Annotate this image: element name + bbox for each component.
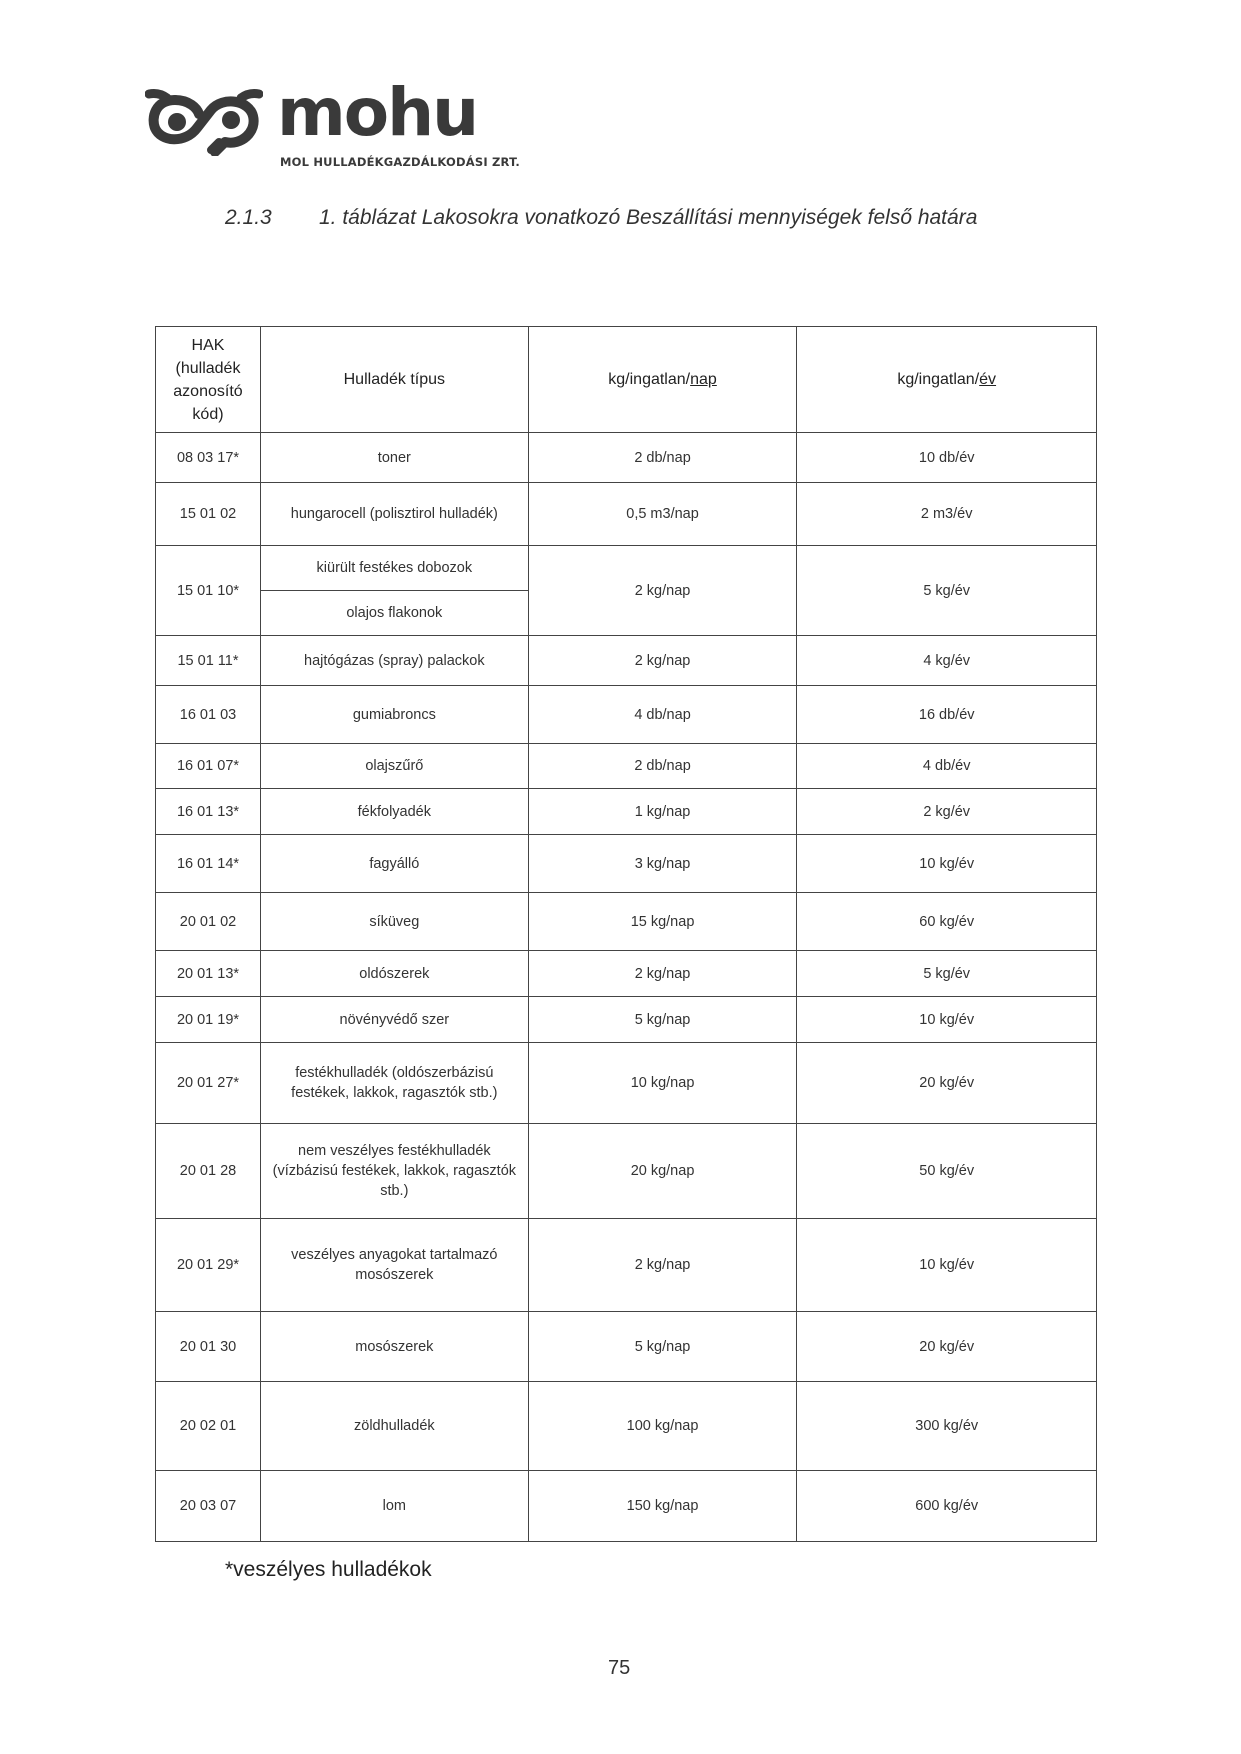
cell-day: 5 kg/nap bbox=[528, 997, 797, 1043]
section-number: 2.1.3 bbox=[225, 206, 272, 229]
cell-day: 4 db/nap bbox=[528, 686, 797, 744]
cell-code: 15 01 10* bbox=[156, 546, 261, 636]
page-number: 75 bbox=[608, 1657, 631, 1679]
cell-code: 20 01 28 bbox=[156, 1124, 261, 1219]
table-row bbox=[156, 433, 1097, 483]
cell-type: hungarocell (polisztirol hulladék) bbox=[260, 483, 528, 546]
cell-type: nem veszélyes festékhulladék (vízbázisú festékek, lakkok, ragasztók stb.) bbox=[260, 1124, 528, 1219]
table-row bbox=[156, 744, 1097, 789]
cell-day: 2 kg/nap bbox=[528, 951, 797, 997]
table-row bbox=[156, 1312, 1097, 1382]
cell-day: 10 kg/nap bbox=[528, 1043, 797, 1124]
cell-year: 5 kg/év bbox=[797, 546, 1097, 636]
cell-type: olajszűrő bbox=[260, 744, 528, 789]
cell-code: 20 01 30 bbox=[156, 1312, 261, 1382]
table-row bbox=[156, 835, 1097, 893]
cell-day: 2 kg/nap bbox=[528, 1219, 797, 1312]
cell-code: 20 01 13* bbox=[156, 951, 261, 997]
table-row bbox=[156, 789, 1097, 835]
cell-type: zöldhulladék bbox=[260, 1382, 528, 1471]
table-row bbox=[156, 636, 1097, 686]
cell-code: 15 01 02 bbox=[156, 483, 261, 546]
cell-year: 60 kg/év bbox=[797, 893, 1097, 951]
cell-day: 1 kg/nap bbox=[528, 789, 797, 835]
cell-type: fékfolyadék bbox=[260, 789, 528, 835]
cell-type: festékhulladék (oldószerbázisú festékek, lakkok, ragasztók stb.) bbox=[260, 1043, 528, 1124]
cell-type: lom bbox=[260, 1471, 528, 1542]
table-row bbox=[156, 1043, 1097, 1124]
cell-type: mosószerek bbox=[260, 1312, 528, 1382]
header-per-day: kg/ingatlan/nap bbox=[528, 327, 797, 433]
cell-year: 10 db/év bbox=[797, 433, 1097, 483]
header-type: Hulladék típus bbox=[260, 327, 528, 433]
header-per-year: kg/ingatlan/év bbox=[797, 327, 1097, 433]
cell-day: 20 kg/nap bbox=[528, 1124, 797, 1219]
split-type-cell bbox=[261, 547, 528, 635]
cell-day: 2 db/nap bbox=[528, 433, 797, 483]
cell-type: kiürült festékes dobozok bbox=[261, 547, 528, 591]
cell-code: 16 01 13* bbox=[156, 789, 261, 835]
cell-code: 20 01 02 bbox=[156, 893, 261, 951]
table-header-row bbox=[156, 327, 1097, 433]
cell-year: 300 kg/év bbox=[797, 1382, 1097, 1471]
cell-type: növényvédő szer bbox=[260, 997, 528, 1043]
cell-year: 10 kg/év bbox=[797, 835, 1097, 893]
cell-year: 50 kg/év bbox=[797, 1124, 1097, 1219]
cell-year: 5 kg/év bbox=[797, 951, 1097, 997]
cell-day: 2 db/nap bbox=[528, 744, 797, 789]
table-row bbox=[156, 546, 1097, 636]
cell-year: 4 kg/év bbox=[797, 636, 1097, 686]
table-row bbox=[156, 1471, 1097, 1542]
caption-title: 1. táblázat Lakosokra vonatkozó Beszállítási mennyiségek felső határa bbox=[319, 206, 978, 229]
cell-day: 2 kg/nap bbox=[528, 546, 797, 636]
cell-day: 100 kg/nap bbox=[528, 1382, 797, 1471]
cell-year: 2 m3/év bbox=[797, 483, 1097, 546]
cell-type: gumiabroncs bbox=[260, 686, 528, 744]
cell-code: 15 01 11* bbox=[156, 636, 261, 686]
cell-code: 20 01 29* bbox=[156, 1219, 261, 1312]
cell-year: 2 kg/év bbox=[797, 789, 1097, 835]
table-row bbox=[156, 1382, 1097, 1471]
footnote: *veszélyes hulladékok bbox=[225, 1558, 432, 1581]
table-row bbox=[156, 1124, 1097, 1219]
cell-year: 20 kg/év bbox=[797, 1043, 1097, 1124]
cell-type: oldószerek bbox=[260, 951, 528, 997]
cell-type: veszélyes anyagokat tartalmazó mosószerek bbox=[260, 1219, 528, 1312]
cell-year: 20 kg/év bbox=[797, 1312, 1097, 1382]
table-row bbox=[156, 893, 1097, 951]
cell-day: 2 kg/nap bbox=[528, 636, 797, 686]
table-row bbox=[156, 997, 1097, 1043]
header-code: HAK (hulladék azonosító kód) bbox=[156, 327, 261, 433]
cell-day: 15 kg/nap bbox=[528, 893, 797, 951]
cell-year: 4 db/év bbox=[797, 744, 1097, 789]
cell-type: síküveg bbox=[260, 893, 528, 951]
cell-code: 16 01 14* bbox=[156, 835, 261, 893]
table-row bbox=[156, 483, 1097, 546]
cell-code: 20 02 01 bbox=[156, 1382, 261, 1471]
logo-wordmark: mohu bbox=[277, 74, 478, 151]
cell-code: 08 03 17* bbox=[156, 433, 261, 483]
cell-type: olajos flakonok bbox=[346, 604, 443, 621]
cell-code: 16 01 07* bbox=[156, 744, 261, 789]
cell-year: 16 db/év bbox=[797, 686, 1097, 744]
cell-code: 20 01 27* bbox=[156, 1043, 261, 1124]
cell-day: 0,5 m3/nap bbox=[528, 483, 797, 546]
cell-year: 10 kg/év bbox=[797, 1219, 1097, 1312]
cell-type: fagyálló bbox=[260, 835, 528, 893]
cell-day: 150 kg/nap bbox=[528, 1471, 797, 1542]
cell-code: 20 03 07 bbox=[156, 1471, 261, 1542]
cell-type-split bbox=[260, 546, 528, 636]
table-caption bbox=[225, 206, 977, 230]
cell-code: 16 01 03 bbox=[156, 686, 261, 744]
cell-type: toner bbox=[260, 433, 528, 483]
cell-day: 5 kg/nap bbox=[528, 1312, 797, 1382]
logo-subtitle: MOL HULLADÉKGAZDÁLKODÁSI ZRT. bbox=[280, 155, 520, 169]
cell-code: 20 01 19* bbox=[156, 997, 261, 1043]
cell-year: 600 kg/év bbox=[797, 1471, 1097, 1542]
owl-logo-icon bbox=[145, 88, 263, 156]
cell-day: 3 kg/nap bbox=[528, 835, 797, 893]
waste-limits-table bbox=[155, 326, 1097, 1542]
table-row bbox=[156, 951, 1097, 997]
cell-year: 10 kg/év bbox=[797, 997, 1097, 1043]
cell-type: hajtógázas (spray) palackok bbox=[260, 636, 528, 686]
table-row bbox=[156, 1219, 1097, 1312]
table-row bbox=[156, 686, 1097, 744]
